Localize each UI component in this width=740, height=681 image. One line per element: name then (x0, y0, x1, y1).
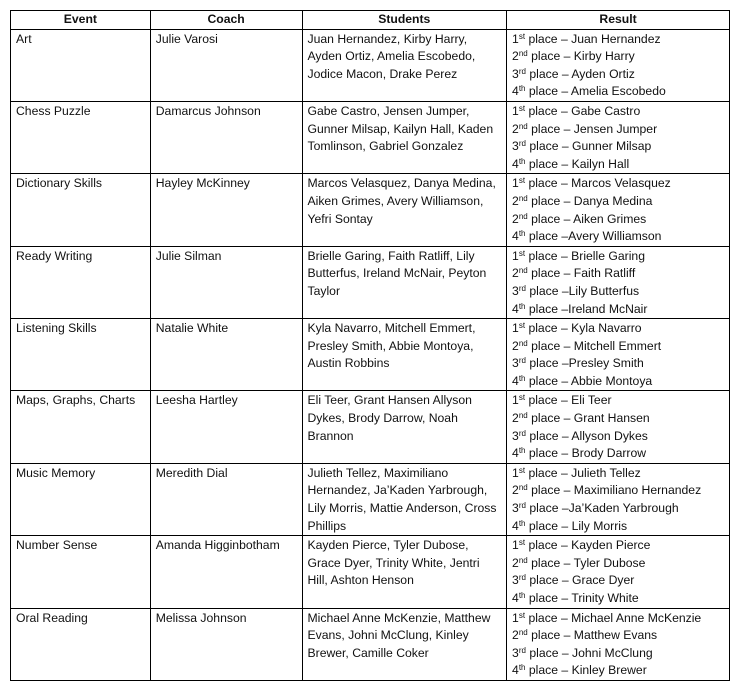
place-number: 2 (512, 411, 519, 426)
place-winner: place – Michael Anne McKenzie (525, 610, 702, 625)
place-ordinal-suffix: rd (518, 139, 526, 149)
place-winner: place – Aiken Grimes (527, 211, 647, 226)
place-number: 3 (512, 645, 519, 660)
place-number: 2 (512, 338, 519, 353)
coach-cell: Hayley McKinney (150, 174, 302, 246)
result-line (512, 500, 724, 518)
result-line (512, 193, 724, 211)
students-cell: Julieth Tellez, Maximiliano Hernandez, Ja’Kaden Yarbrough, Lily Morris, Mattie Anderson, Cross Phillips (302, 463, 507, 535)
result-cell (507, 391, 730, 463)
place-number: 4 (512, 84, 519, 99)
place-number: 4 (512, 518, 519, 533)
place-ordinal-suffix: st (518, 465, 526, 475)
place-ordinal-suffix: nd (518, 121, 528, 131)
result-line (512, 355, 724, 373)
result-cell (507, 463, 730, 535)
place-number: 2 (512, 555, 519, 570)
place-ordinal-suffix: nd (518, 338, 528, 348)
result-cell (507, 246, 730, 318)
coach-cell: Leesha Hartley (150, 391, 302, 463)
result-line (512, 662, 724, 680)
place-winner: place – Kirby Harry (527, 49, 635, 64)
place-number: 4 (512, 663, 519, 678)
result-line (512, 338, 724, 356)
place-ordinal-suffix: nd (518, 483, 528, 493)
event-cell: Art (11, 29, 151, 101)
coach-cell: Julie Silman (150, 246, 302, 318)
event-cell: Ready Writing (11, 246, 151, 318)
place-winner: place – Abbie Montoya (525, 373, 653, 388)
place-winner: place – Maximiliano Hernandez (527, 483, 702, 498)
table-row (11, 174, 730, 246)
result-line (512, 537, 724, 555)
place-ordinal-suffix: rd (518, 66, 526, 76)
header-students: Students (302, 11, 507, 30)
place-number: 3 (512, 428, 519, 443)
place-ordinal-suffix: rd (518, 645, 526, 655)
result-line (512, 320, 724, 338)
place-ordinal-suffix: nd (518, 266, 528, 276)
place-ordinal-suffix: rd (518, 283, 526, 293)
result-line (512, 610, 724, 628)
place-ordinal-suffix: st (518, 538, 526, 548)
event-cell: Maps, Graphs, Charts (11, 391, 151, 463)
coach-cell: Natalie White (150, 319, 302, 391)
place-ordinal-suffix: th (518, 663, 526, 673)
result-cell (507, 174, 730, 246)
result-line (512, 572, 724, 590)
place-winner: place – Brielle Garing (525, 248, 645, 263)
result-line (512, 211, 724, 229)
result-line (512, 103, 724, 121)
place-winner: place –Ja’Kaden Yarbrough (525, 501, 679, 516)
coach-cell: Damarcus Johnson (150, 101, 302, 173)
place-number: 1 (512, 176, 519, 191)
event-cell: Dictionary Skills (11, 174, 151, 246)
result-line (512, 121, 724, 139)
place-number: 4 (512, 301, 519, 316)
result-line (512, 265, 724, 283)
place-winner: place – Danya Medina (527, 193, 653, 208)
place-winner: place –Presley Smith (525, 356, 644, 371)
place-winner: place – Eli Teer (525, 393, 612, 408)
place-number: 2 (512, 193, 519, 208)
table-row (11, 536, 730, 608)
place-winner: place – Kayden Pierce (525, 538, 651, 553)
place-winner: place – Allyson Dykes (525, 428, 648, 443)
place-ordinal-suffix: th (518, 373, 526, 383)
students-cell: Juan Hernandez, Kirby Harry, Ayden Ortiz, Amelia Escobedo, Jodice Macon, Drake Perez (302, 29, 507, 101)
place-winner: place – Ayden Ortiz (525, 66, 635, 81)
place-number: 1 (512, 538, 519, 553)
place-number: 2 (512, 49, 519, 64)
result-line (512, 156, 724, 174)
result-line (512, 627, 724, 645)
place-winner: place – Tyler Dubose (527, 555, 646, 570)
result-line (512, 138, 724, 156)
place-number: 1 (512, 393, 519, 408)
students-cell: Michael Anne McKenzie, Matthew Evans, Johni McClung, Kinley Brewer, Camille Coker (302, 608, 507, 680)
result-line (512, 248, 724, 266)
place-ordinal-suffix: th (518, 156, 526, 166)
place-winner: place – Kailyn Hall (525, 156, 630, 171)
place-ordinal-suffix: st (518, 248, 526, 258)
place-number: 2 (512, 628, 519, 643)
place-number: 3 (512, 66, 519, 81)
place-winner: place –Ireland McNair (525, 301, 648, 316)
header-result: Result (507, 11, 730, 30)
place-ordinal-suffix: st (518, 321, 526, 331)
place-winner: place – Grant Hansen (527, 411, 650, 426)
coach-cell: Amanda Higginbotham (150, 536, 302, 608)
place-number: 1 (512, 31, 519, 46)
result-cell (507, 101, 730, 173)
place-ordinal-suffix: th (518, 591, 526, 600)
place-winner: place – Jensen Jumper (527, 121, 658, 136)
place-number: 2 (512, 483, 519, 498)
coach-cell: Meredith Dial (150, 463, 302, 535)
place-winner: place – Kinley Brewer (525, 663, 647, 678)
place-winner: place – Grace Dyer (525, 573, 635, 588)
place-ordinal-suffix: th (518, 301, 526, 311)
students-cell: Gabe Castro, Jensen Jumper, Gunner Milsap, Kailyn Hall, Kaden Tomlinson, Gabriel Gonzalez (302, 101, 507, 173)
place-ordinal-suffix: st (518, 610, 526, 620)
place-winner: place – Trinity White (525, 591, 639, 605)
table-row (11, 319, 730, 391)
place-winner: place – Matthew Evans (527, 628, 658, 643)
header-coach: Coach (150, 11, 302, 30)
students-cell: Eli Teer, Grant Hansen Allyson Dykes, Brody Darrow, Noah Brannon (302, 391, 507, 463)
table-row (11, 101, 730, 173)
place-winner: place – Faith Ratliff (527, 266, 636, 281)
event-cell: Number Sense (11, 536, 151, 608)
place-winner: place – Gunner Milsap (525, 139, 652, 154)
place-winner: place – Juan Hernandez (525, 31, 661, 46)
place-number: 4 (512, 591, 519, 605)
place-number: 3 (512, 356, 519, 371)
result-line (512, 482, 724, 500)
result-line (512, 66, 724, 84)
result-cell (507, 29, 730, 101)
results-table (10, 10, 730, 681)
place-ordinal-suffix: th (518, 518, 526, 528)
result-line (512, 392, 724, 410)
students-cell: Kyla Navarro, Mitchell Emmert, Presley Smith, Abbie Montoya, Austin Robbins (302, 319, 507, 391)
place-number: 1 (512, 321, 519, 336)
place-ordinal-suffix: rd (518, 356, 526, 366)
place-winner: place –Avery Williamson (525, 229, 662, 244)
result-line (512, 518, 724, 536)
place-winner: place – Marcos Velasquez (525, 176, 671, 191)
table-row (11, 608, 730, 680)
place-ordinal-suffix: st (518, 31, 526, 41)
result-line (512, 301, 724, 319)
result-line (512, 283, 724, 301)
event-cell: Listening Skills (11, 319, 151, 391)
place-winner: place – Julieth Tellez (525, 465, 641, 480)
place-ordinal-suffix: nd (518, 211, 528, 221)
result-line (512, 48, 724, 66)
place-ordinal-suffix: nd (518, 411, 528, 421)
place-ordinal-suffix: th (518, 446, 526, 456)
header-row (11, 11, 730, 30)
event-cell: Oral Reading (11, 608, 151, 680)
place-ordinal-suffix: rd (518, 501, 526, 511)
result-line (512, 428, 724, 446)
place-winner: place –Lily Butterfus (525, 283, 640, 298)
place-winner: place – Lily Morris (525, 518, 628, 533)
students-cell: Marcos Velasquez, Danya Medina, Aiken Grimes, Avery Williamson, Yefri Sontay (302, 174, 507, 246)
place-number: 3 (512, 501, 519, 516)
place-ordinal-suffix: th (518, 84, 526, 94)
place-number: 1 (512, 248, 519, 263)
table-row (11, 246, 730, 318)
result-line (512, 373, 724, 391)
place-number: 4 (512, 446, 519, 461)
students-cell: Kayden Pierce, Tyler Dubose, Grace Dyer, Trinity White, Jentri Hill, Ashton Henson (302, 536, 507, 608)
coach-cell: Julie Varosi (150, 29, 302, 101)
place-ordinal-suffix: nd (518, 555, 528, 565)
place-ordinal-suffix: nd (518, 49, 528, 59)
coach-cell: Melissa Johnson (150, 608, 302, 680)
place-number: 4 (512, 373, 519, 388)
result-line (512, 228, 724, 246)
place-number: 2 (512, 266, 519, 281)
place-winner: place – Kyla Navarro (525, 321, 642, 336)
table-row (11, 463, 730, 535)
result-cell (507, 319, 730, 391)
result-line (512, 410, 724, 428)
place-ordinal-suffix: st (518, 176, 526, 186)
header-event: Event (11, 11, 151, 30)
result-line (512, 555, 724, 573)
result-cell (507, 536, 730, 608)
place-number: 4 (512, 156, 519, 171)
place-winner: place – Johni McClung (525, 645, 653, 660)
result-line (512, 645, 724, 663)
result-line (512, 465, 724, 483)
place-number: 3 (512, 573, 519, 588)
place-winner: place – Mitchell Emmert (527, 338, 662, 353)
table-row (11, 29, 730, 101)
place-winner: place – Brody Darrow (525, 446, 647, 461)
place-winner: place – Amelia Escobedo (525, 84, 666, 99)
result-line (512, 445, 724, 463)
result-cell (507, 608, 730, 680)
place-number: 4 (512, 229, 519, 244)
place-number: 1 (512, 103, 519, 118)
event-cell: Chess Puzzle (11, 101, 151, 173)
place-number: 1 (512, 610, 519, 625)
result-line (512, 590, 724, 608)
place-ordinal-suffix: st (518, 103, 526, 113)
place-number: 2 (512, 211, 519, 226)
place-ordinal-suffix: rd (518, 428, 526, 438)
result-line (512, 83, 724, 101)
place-number: 3 (512, 283, 519, 298)
result-line (512, 175, 724, 193)
place-number: 3 (512, 139, 519, 154)
place-winner: place – Gabe Castro (525, 103, 641, 118)
place-ordinal-suffix: rd (518, 573, 526, 583)
table-row (11, 391, 730, 463)
students-cell: Brielle Garing, Faith Ratliff, Lily Butterfus, Ireland McNair, Peyton Taylor (302, 246, 507, 318)
place-ordinal-suffix: nd (518, 193, 528, 203)
event-cell: Music Memory (11, 463, 151, 535)
place-ordinal-suffix: th (518, 229, 526, 239)
result-line (512, 31, 724, 49)
place-ordinal-suffix: st (518, 393, 526, 403)
table-body (11, 29, 730, 680)
place-ordinal-suffix: nd (518, 628, 528, 638)
place-number: 2 (512, 121, 519, 136)
place-number: 1 (512, 465, 519, 480)
